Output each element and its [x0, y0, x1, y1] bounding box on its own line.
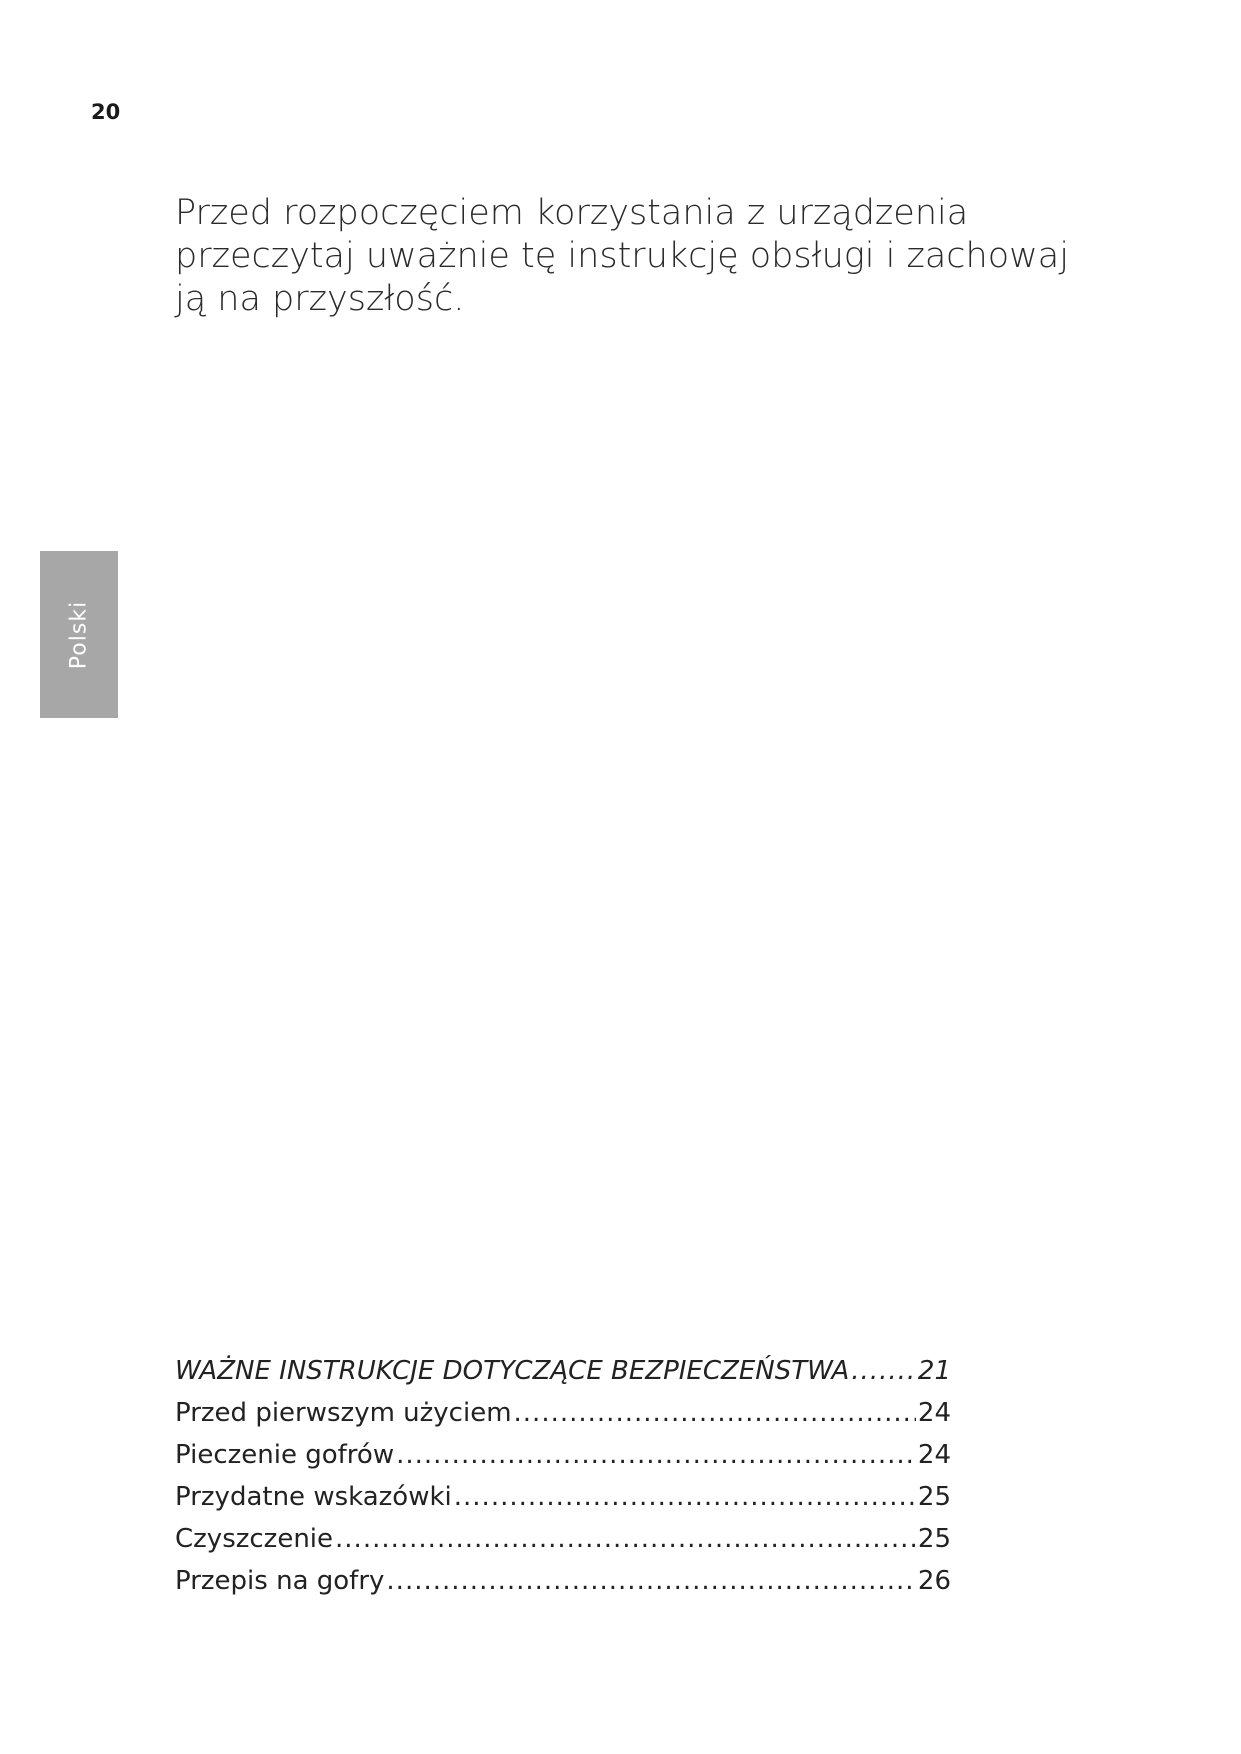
toc-leader-dots [335, 1524, 916, 1554]
language-tab-label: Polski [66, 600, 92, 669]
toc-leader-dots [454, 1482, 916, 1512]
toc-item-title: WAŻNE INSTRUKCJE DOTYCZĄCE BEZPIECZEŃSTWA [175, 1356, 850, 1386]
table-of-contents [175, 1356, 951, 1608]
toc-item-safety [175, 1356, 951, 1398]
toc-item-page: 24 [917, 1398, 951, 1428]
toc-item-title: Przed pierwszym użyciem [175, 1398, 512, 1428]
toc-item-cleaning [175, 1524, 951, 1566]
toc-item-baking [175, 1440, 951, 1482]
toc-item-page: 25 [917, 1524, 951, 1554]
toc-item-page: 24 [917, 1440, 951, 1470]
toc-item-title: Przydatne wskazówki [175, 1482, 452, 1512]
language-tab [40, 551, 118, 718]
page-number: 20 [91, 100, 121, 124]
toc-item-tips [175, 1482, 951, 1524]
toc-item-title: Przepis na gofry [175, 1566, 385, 1596]
toc-item-page: 21 [917, 1356, 951, 1386]
toc-leader-dots [851, 1356, 916, 1386]
toc-item-recipe [175, 1566, 951, 1608]
toc-item-title: Czyszczenie [175, 1524, 334, 1554]
toc-item-page: 25 [917, 1482, 951, 1512]
toc-leader-dots [386, 1566, 915, 1596]
toc-leader-dots [514, 1398, 916, 1428]
toc-item-title: Pieczenie gofrów [175, 1440, 395, 1470]
toc-leader-dots [396, 1440, 916, 1470]
toc-item-page: 26 [917, 1566, 951, 1596]
intro-text: Przed rozpoczęciem korzystania z urządzenia przeczytaj uważnie tę instrukcję obsługi i zachowaj ją na przyszłość. [175, 193, 1069, 319]
toc-item-first-use [175, 1398, 951, 1440]
